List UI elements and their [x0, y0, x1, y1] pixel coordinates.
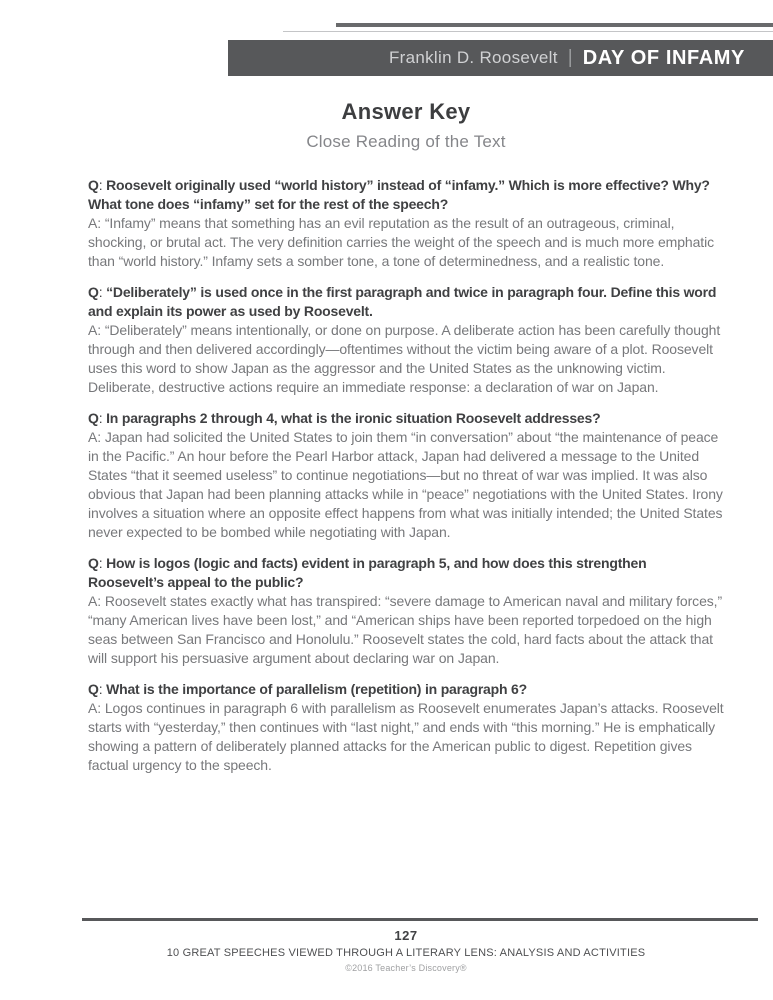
question-colon: :: [98, 177, 103, 193]
question-colon: :: [98, 555, 103, 571]
qa-list: [88, 176, 724, 787]
answer-text: “Infamy” means that something has an evil reputation as the result of an outrageous, criminal, shocking, or brutal act. The very definition carries the weight of the speech and is much more emphatic than “world history.” Infamy sets a somber tone, a tone of determinedness, and a realistic tone.: [88, 215, 714, 269]
answer-text: Japan had solicited the United States to join them “in conversation” about “the maintenance of peace in the Pacific.” An hour before the Pearl Harbor attack, Japan had delivered a message to the United States “that it seemed useless” to continue negotiations—but no threat of war was implied. It was also obvious that Japan had been planning attacks while in “peace” negotiations with the United States. Irony involves a situation where an opposite effect happens from what was initially intended; the United States never expected to be bombed while negotiating with Japan.: [88, 429, 723, 540]
qa-block-1: [88, 176, 724, 271]
answer-prefix: A: [88, 322, 98, 338]
top-accent-bar: [336, 23, 773, 27]
banner-separator: |: [567, 47, 573, 68]
answer-prefix: A: [88, 700, 98, 716]
question-prefix: Q: [88, 284, 99, 300]
qa-block-3: [88, 409, 724, 542]
question: [88, 176, 724, 214]
footer-divider: [82, 918, 758, 921]
chapter-banner: [228, 40, 773, 76]
qa-block-2: [88, 283, 724, 397]
question-text: What is the importance of parallelism (repetition) in paragraph 6?: [106, 681, 527, 697]
answer-colon: :: [97, 700, 102, 716]
answer: [88, 214, 724, 271]
answer-colon: :: [97, 593, 102, 609]
answer-text: Roosevelt states exactly what has transpired: “severe damage to American naval and military forces,” “many American lives have been lost,” and “American ships have been reported torpedoed on the high seas between San Francisco and Honolulu.” Roosevelt states the cold, hard facts about the attack that will support his persuasive argument about declaring war on Japan.: [88, 593, 723, 666]
answer-colon: :: [97, 215, 102, 231]
question: [88, 554, 724, 592]
answer-colon: :: [97, 322, 102, 338]
page-heading: [88, 99, 724, 152]
page-title: Answer Key: [341, 99, 471, 124]
question-text: “Deliberately” is used once in the first paragraph and twice in paragraph four. Define this word and explain its power as used by Roosevelt.: [88, 284, 717, 319]
question-prefix: Q: [88, 681, 99, 697]
question-colon: :: [98, 410, 103, 426]
question-colon: :: [98, 681, 103, 697]
top-thin-line: [283, 31, 773, 32]
question-text: Roosevelt originally used “world history” instead of “infamy.” Which is more effective? Why? What tone does “infamy” set for the rest of the speech?: [88, 177, 710, 212]
qa-block-5: [88, 680, 724, 775]
page-subtitle: Close Reading of the Text: [306, 132, 506, 151]
question-text: In paragraphs 2 through 4, what is the ironic situation Roosevelt addresses?: [106, 410, 601, 426]
question-prefix: Q: [88, 555, 99, 571]
answer-prefix: A: [88, 593, 98, 609]
question: [88, 680, 724, 699]
answer-text: “Deliberately” means intentionally, or done on purpose. A deliberate action has been carefully thought through and then delivered accordingly—oftentimes without the victim being aware of a plot. Roosevelt uses this word to show Japan as the aggressor and the United States as the unknowing victim. Deliberate, destructive actions require an immediate response: a declaration of war on Japan.: [88, 322, 721, 395]
copyright-notice: ©2016 Teacher’s Discovery®: [345, 963, 467, 973]
answer-prefix: A: [88, 215, 98, 231]
book-title: 10 GREAT SPEECHES VIEWED THROUGH A LITERARY LENS: ANALYSIS AND ACTIVITIES: [166, 947, 646, 959]
question: [88, 409, 724, 428]
question-prefix: Q: [88, 410, 99, 426]
answer: [88, 428, 724, 542]
answer: [88, 321, 724, 397]
question-colon: :: [98, 284, 103, 300]
answer-colon: :: [97, 429, 102, 445]
speech-title: DAY OF INFAMY: [582, 46, 745, 69]
qa-block-4: [88, 554, 724, 668]
answer-prefix: A: [88, 429, 98, 445]
question-text: How is logos (logic and facts) evident in paragraph 5, and how does this strengthen Roosevelt’s appeal to the public?: [88, 555, 647, 590]
question: [88, 283, 724, 321]
answer: [88, 592, 724, 668]
answer: [88, 699, 724, 775]
question-prefix: Q: [88, 177, 99, 193]
answer-text: Logos continues in paragraph 6 with parallelism as Roosevelt enumerates Japan’s attacks. Roosevelt starts with “yesterday,” then continues with “last night,” and ends with “this morning.” He is emphatically showing a pattern of deliberately planned attacks for the American public to digest. Repetition gives factual urgency to the speech.: [88, 700, 724, 773]
page-number: 127: [394, 928, 418, 943]
speech-author: Franklin D. Roosevelt: [388, 48, 558, 67]
